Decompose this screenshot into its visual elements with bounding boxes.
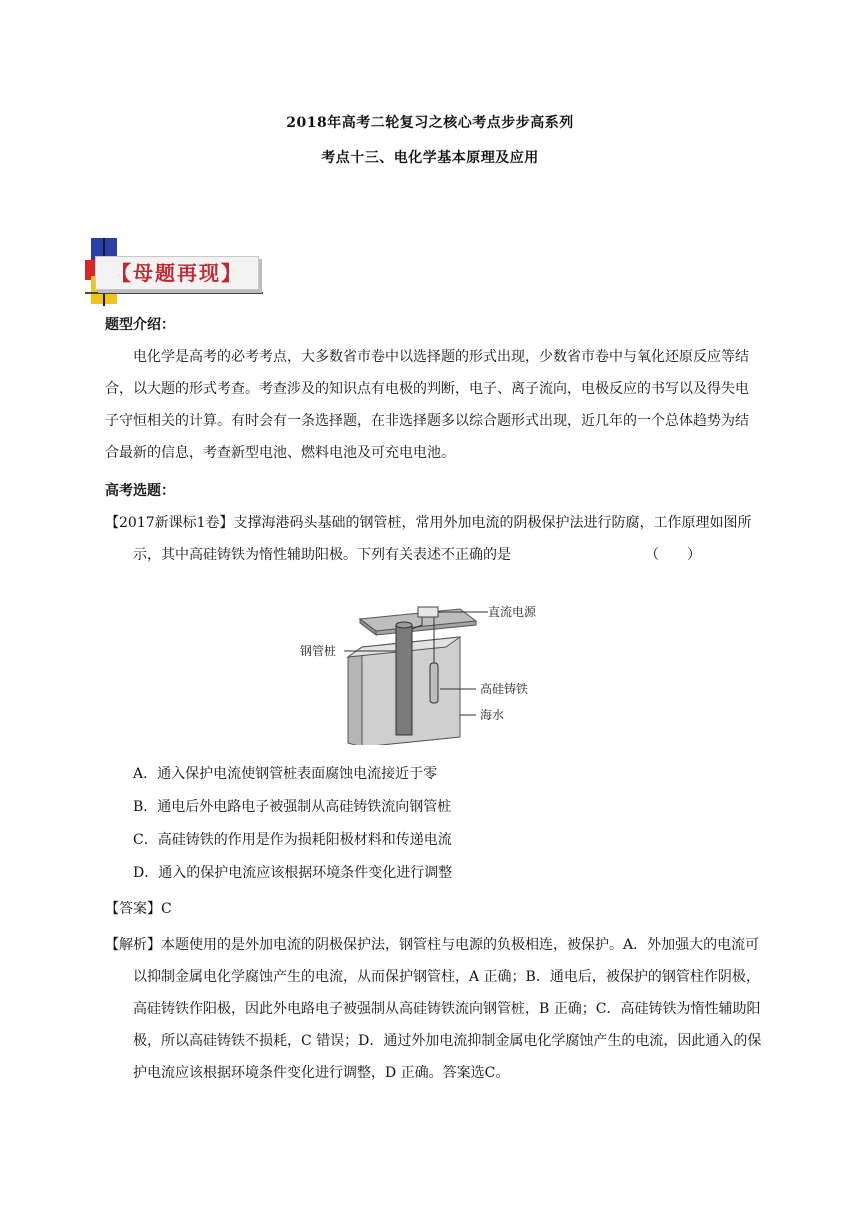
section-banner	[85, 238, 265, 306]
analysis-line: 护电流应该根据环境条件变化进行调整，D 正确。答案选C。	[133, 1065, 510, 1081]
question-line: 示，其中高硅铸铁为惰性辅助阳极。下列有关表述不正确的是	[133, 547, 511, 563]
exam-heading: 高考选题：	[105, 483, 175, 499]
option-d: D．通入的保护电流应该根据环境条件变化进行调整	[133, 865, 453, 881]
document-subtitle: 考点十三、电化学基本原理及应用	[321, 150, 539, 166]
label-power: 直流电源	[488, 605, 537, 619]
label-water: 海水	[480, 708, 505, 722]
option-b: B．通电后外电路电子被强制从高硅铸铁流向钢管桩	[133, 799, 452, 815]
option-a: A．通入保护电流使钢管桩表面腐蚀电流接近于零	[133, 766, 438, 782]
label-pile: 钢管桩	[300, 644, 337, 658]
analysis-line: 高硅铸铁作阳极，因此外电路电子被强制从高硅铸铁流向钢管桩，B 正确；C．高硅铸铁为惰性辅助阳	[133, 1001, 761, 1017]
intro-heading: 题型介绍：	[105, 317, 175, 333]
answer: 【答案】C	[105, 901, 172, 917]
intro-line: 合最新的信息，考查新型电池、燃料电池及可充电电池。	[105, 445, 455, 461]
analysis-line: 极，所以高硅铸铁不损耗，C 错误；D．通过外加电流抑制金属电化学腐蚀产生的电流，因此通入的保	[133, 1033, 762, 1049]
steel-pile-top	[396, 622, 412, 628]
intro-line: 子守恒相关的计算。有时会有一条选择题，在非选择题多以综合题形式出现，近几年的一个总体趋势为结	[105, 413, 749, 429]
tank-side	[348, 647, 362, 745]
intro-line: 电化学是高考的必考考点，大多数省市卷中以选择题的形式出现，少数省市卷中与氧化还原反应等结	[133, 349, 749, 365]
analysis-line: 以抑制金属电化学腐蚀产生的电流，从而保护钢管柱，A 正确；B．通电后，被保护的钢管柱作阴极，	[133, 969, 760, 985]
intro-line: 合，以大题的形式考查。考查涉及的知识点有电极的判断，电子、离子流向，电极反应的书写以及得失电	[105, 381, 749, 397]
banner-label: 【母题再现】	[95, 256, 259, 290]
steel-pile	[396, 625, 412, 735]
analysis-line: 【解析】本题使用的是外加电流的阴极保护法，钢管柱与电源的负极相连，被保护。A．外加强大的电流可	[105, 937, 760, 953]
label-anode: 高硅铸铁	[480, 682, 529, 696]
question-line: 【2017新课标1卷】支撑海港码头基础的钢管桩，常用外加电流的阴极保护法进行防腐，工作原理如图所	[105, 515, 752, 531]
anode-rod	[430, 663, 438, 703]
answer-blank: （ ）	[645, 547, 701, 563]
document-title: 2018年高考二轮复习之核心考点步步高系列	[286, 115, 574, 131]
banner-horizontal-rule	[85, 292, 263, 294]
power-supply-box	[418, 607, 438, 617]
cathodic-protection-figure	[300, 585, 560, 745]
option-c: C．高硅铸铁的作用是作为损耗阳极材料和传递电流	[133, 832, 452, 848]
